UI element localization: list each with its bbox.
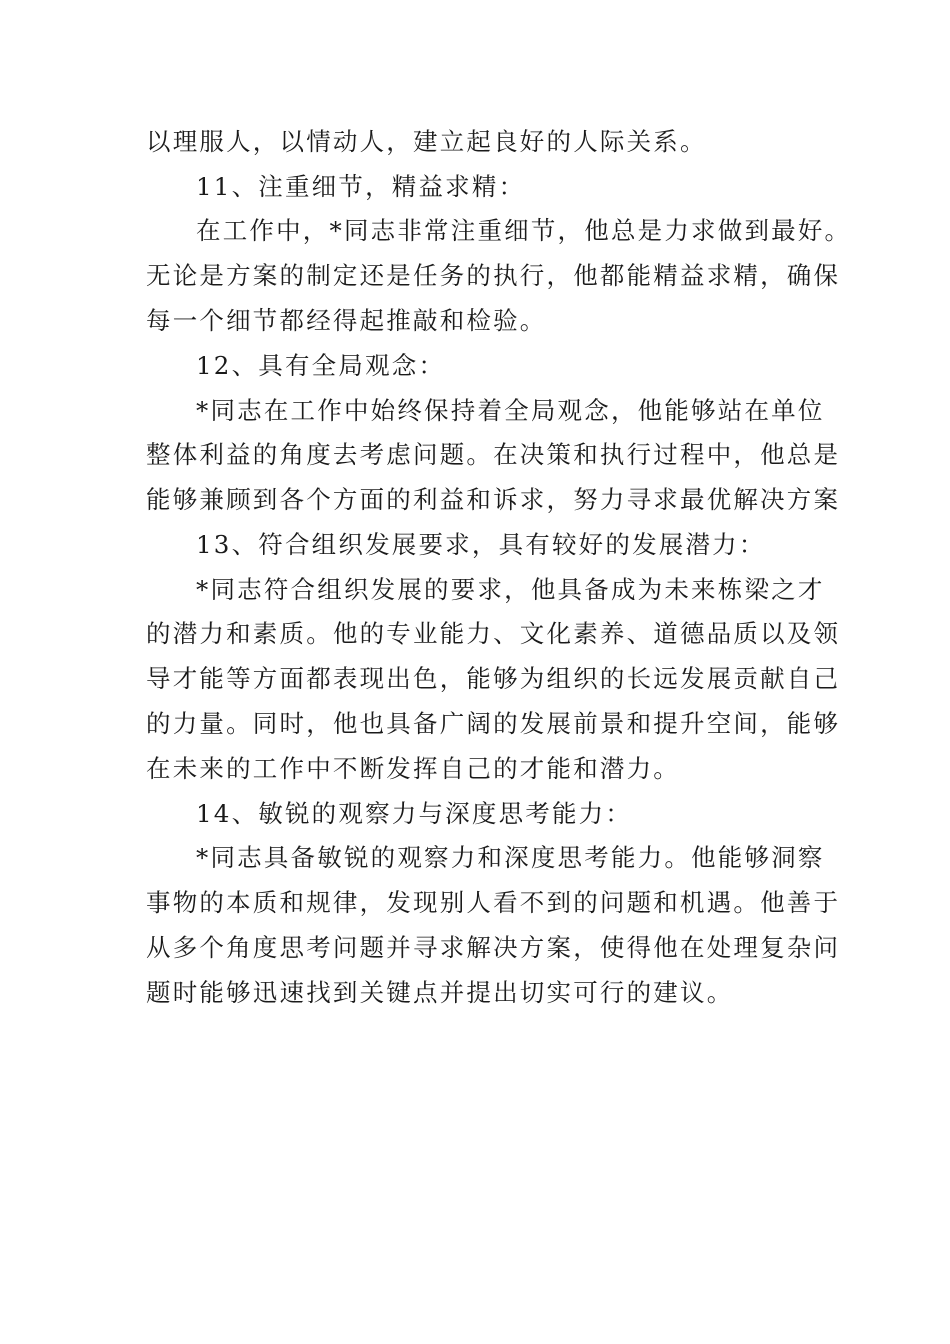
section-heading-14: 14、敏锐的观察力与深度思考能力： <box>196 799 633 828</box>
paragraph-line: 从多个角度思考问题并寻求解决方案，使得他在处理复杂问 <box>146 933 841 962</box>
section-heading-12: 12、具有全局观念： <box>196 351 446 380</box>
section-heading-13: 13、符合组织发展要求，具有较好的发展潜力： <box>196 530 766 559</box>
paragraph-line: 能够兼顾到各个方面的利益和诉求，努力寻求最优解决方案 <box>146 485 841 514</box>
paragraph-line: *同志具备敏锐的观察力和深度思考能力。他能够洞察 <box>196 843 825 872</box>
section-heading-11: 11、注重细节，精益求精： <box>196 172 526 201</box>
paragraph-line: 导才能等方面都表现出色，能够为组织的长远发展贡献自己 <box>146 664 841 693</box>
paragraph-line: 整体利益的角度去考虑问题。在决策和执行过程中，他总是 <box>146 440 841 469</box>
paragraph-line: *同志符合组织发展的要求，他具备成为未来栋梁之才 <box>196 575 825 604</box>
paragraph-line: 无论是方案的制定还是任务的执行，他都能精益求精，确保 <box>146 261 841 290</box>
paragraph-line: *同志在工作中始终保持着全局观念，他能够站在单位 <box>196 396 825 425</box>
paragraph-line: 的潜力和素质。他的专业能力、文化素养、道德品质以及领 <box>146 619 841 648</box>
paragraph-line: 在工作中，*同志非常注重细节，他总是力求做到最好。 <box>196 216 852 245</box>
paragraph-line: 以理服人，以情动人，建立起良好的人际关系。 <box>146 127 707 156</box>
paragraph-line: 在未来的工作中不断发挥自己的才能和潜力。 <box>146 754 680 783</box>
paragraph-line: 的力量。同时，他也具备广阔的发展前景和提升空间，能够 <box>146 709 841 738</box>
paragraph-line: 每一个细节都经得起推敲和检验。 <box>146 306 547 335</box>
paragraph-line: 题时能够迅速找到关键点并提出切实可行的建议。 <box>146 978 734 1007</box>
paragraph-line: 事物的本质和规律，发现别人看不到的问题和机遇。他善于 <box>146 888 841 917</box>
